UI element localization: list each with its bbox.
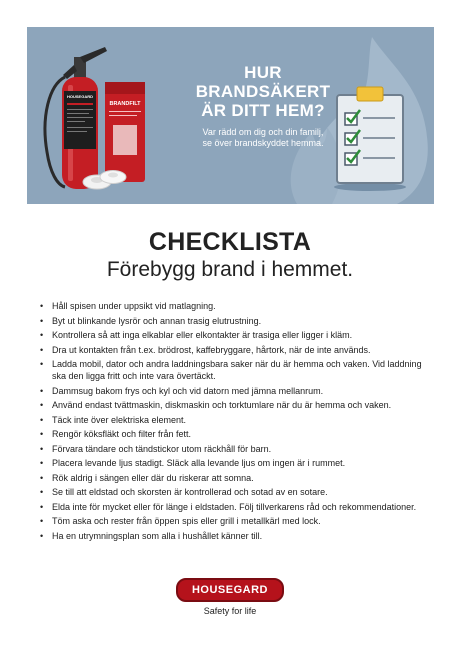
- checklist-item: • Använd endast tvättmaskin, diskmaskin och torktumlare när du är hemma och vaken.: [52, 399, 432, 411]
- checklist-subtitle: Förebygg brand i hemmet.: [106, 258, 354, 281]
- hero-banner: [27, 27, 434, 204]
- checklist-item: • Rengör köksfläkt och filter från fett.: [52, 428, 432, 440]
- checklist-item: • Ladda mobil, dator och andra laddningsbara saker när du är hemma och vaken. Vid laddning ska den ligga fritt och inte vara övertäckt.: [52, 358, 432, 382]
- checklist-title: CHECKLISTA: [148, 228, 312, 256]
- extinguisher-label: [64, 91, 96, 149]
- tagline-line: se över brandskyddet hemma.: [202, 138, 324, 148]
- checklist-item: • Placera levande ljus stadigt. Släck alla levande ljus om ingen är i rummet.: [52, 457, 432, 469]
- checklist-item: • Håll spisen under uppsikt vid matlagning.: [52, 300, 432, 312]
- checklist-item: • Elda inte för mycket eller för länge i eldstaden. Följ tillverkarens råd och rekommendationer.: [52, 501, 432, 513]
- headline-line: HUR: [244, 63, 282, 82]
- banner-headline: [187, 63, 339, 120]
- checklist-items: [52, 300, 432, 544]
- clipboard-shadow: [334, 183, 406, 191]
- checklist-item: • Kontrollera så att inga elkablar eller elkontakter är trasiga eller ligger i kläm.: [52, 329, 432, 341]
- checklist-item: • Rök aldrig i sängen eller där du riskerar att somna.: [52, 472, 432, 484]
- checklist-item: • Dammsug bakom frys och kyl och vid datorn med jämna mellanrum.: [52, 385, 432, 397]
- checklist-item: • Dra ut kontakten från t.ex. brödrost, kaffebryggare, hårtork, när de inte används.: [52, 344, 432, 356]
- clipboard-clip: [357, 87, 383, 101]
- footer: [0, 578, 460, 616]
- checklist-item: • Förvara tändare och tändstickor utom räckhåll för barn.: [52, 443, 432, 455]
- checklist-item: • Ha en utrymningsplan som alla i hushållet känner till.: [52, 530, 432, 542]
- extinguisher-label-text: HOUSEGARD: [66, 94, 94, 99]
- banner-text: [187, 63, 339, 149]
- tagline-line: Var rädd om dig och din familj,: [202, 127, 324, 137]
- checklist-item: • Se till att eldstad och skorsten är kontrollerad och sotad av en sotare.: [52, 486, 432, 498]
- checklist-item: • Byt ut blinkande lysrör och annan trasig elutrustning.: [52, 315, 432, 327]
- headline-line: BRANDSÄKERT: [195, 82, 331, 101]
- checklist-header: [0, 228, 460, 282]
- extinguisher-handle: [80, 47, 107, 63]
- headline-line: ÄR DITT HEM?: [201, 101, 325, 120]
- checklist-item: • Töm aska och rester från öppen spis eller grill i metallkärl med lock.: [52, 515, 432, 527]
- banner-tagline: [187, 127, 339, 149]
- brand-slogan: Safety for life: [203, 606, 257, 616]
- checklist-item: • Täck inte över elektriska element.: [52, 414, 432, 426]
- fire-blanket-label: BRANDFILT: [109, 101, 141, 107]
- housegard-logo: HOUSEGARD: [176, 578, 284, 602]
